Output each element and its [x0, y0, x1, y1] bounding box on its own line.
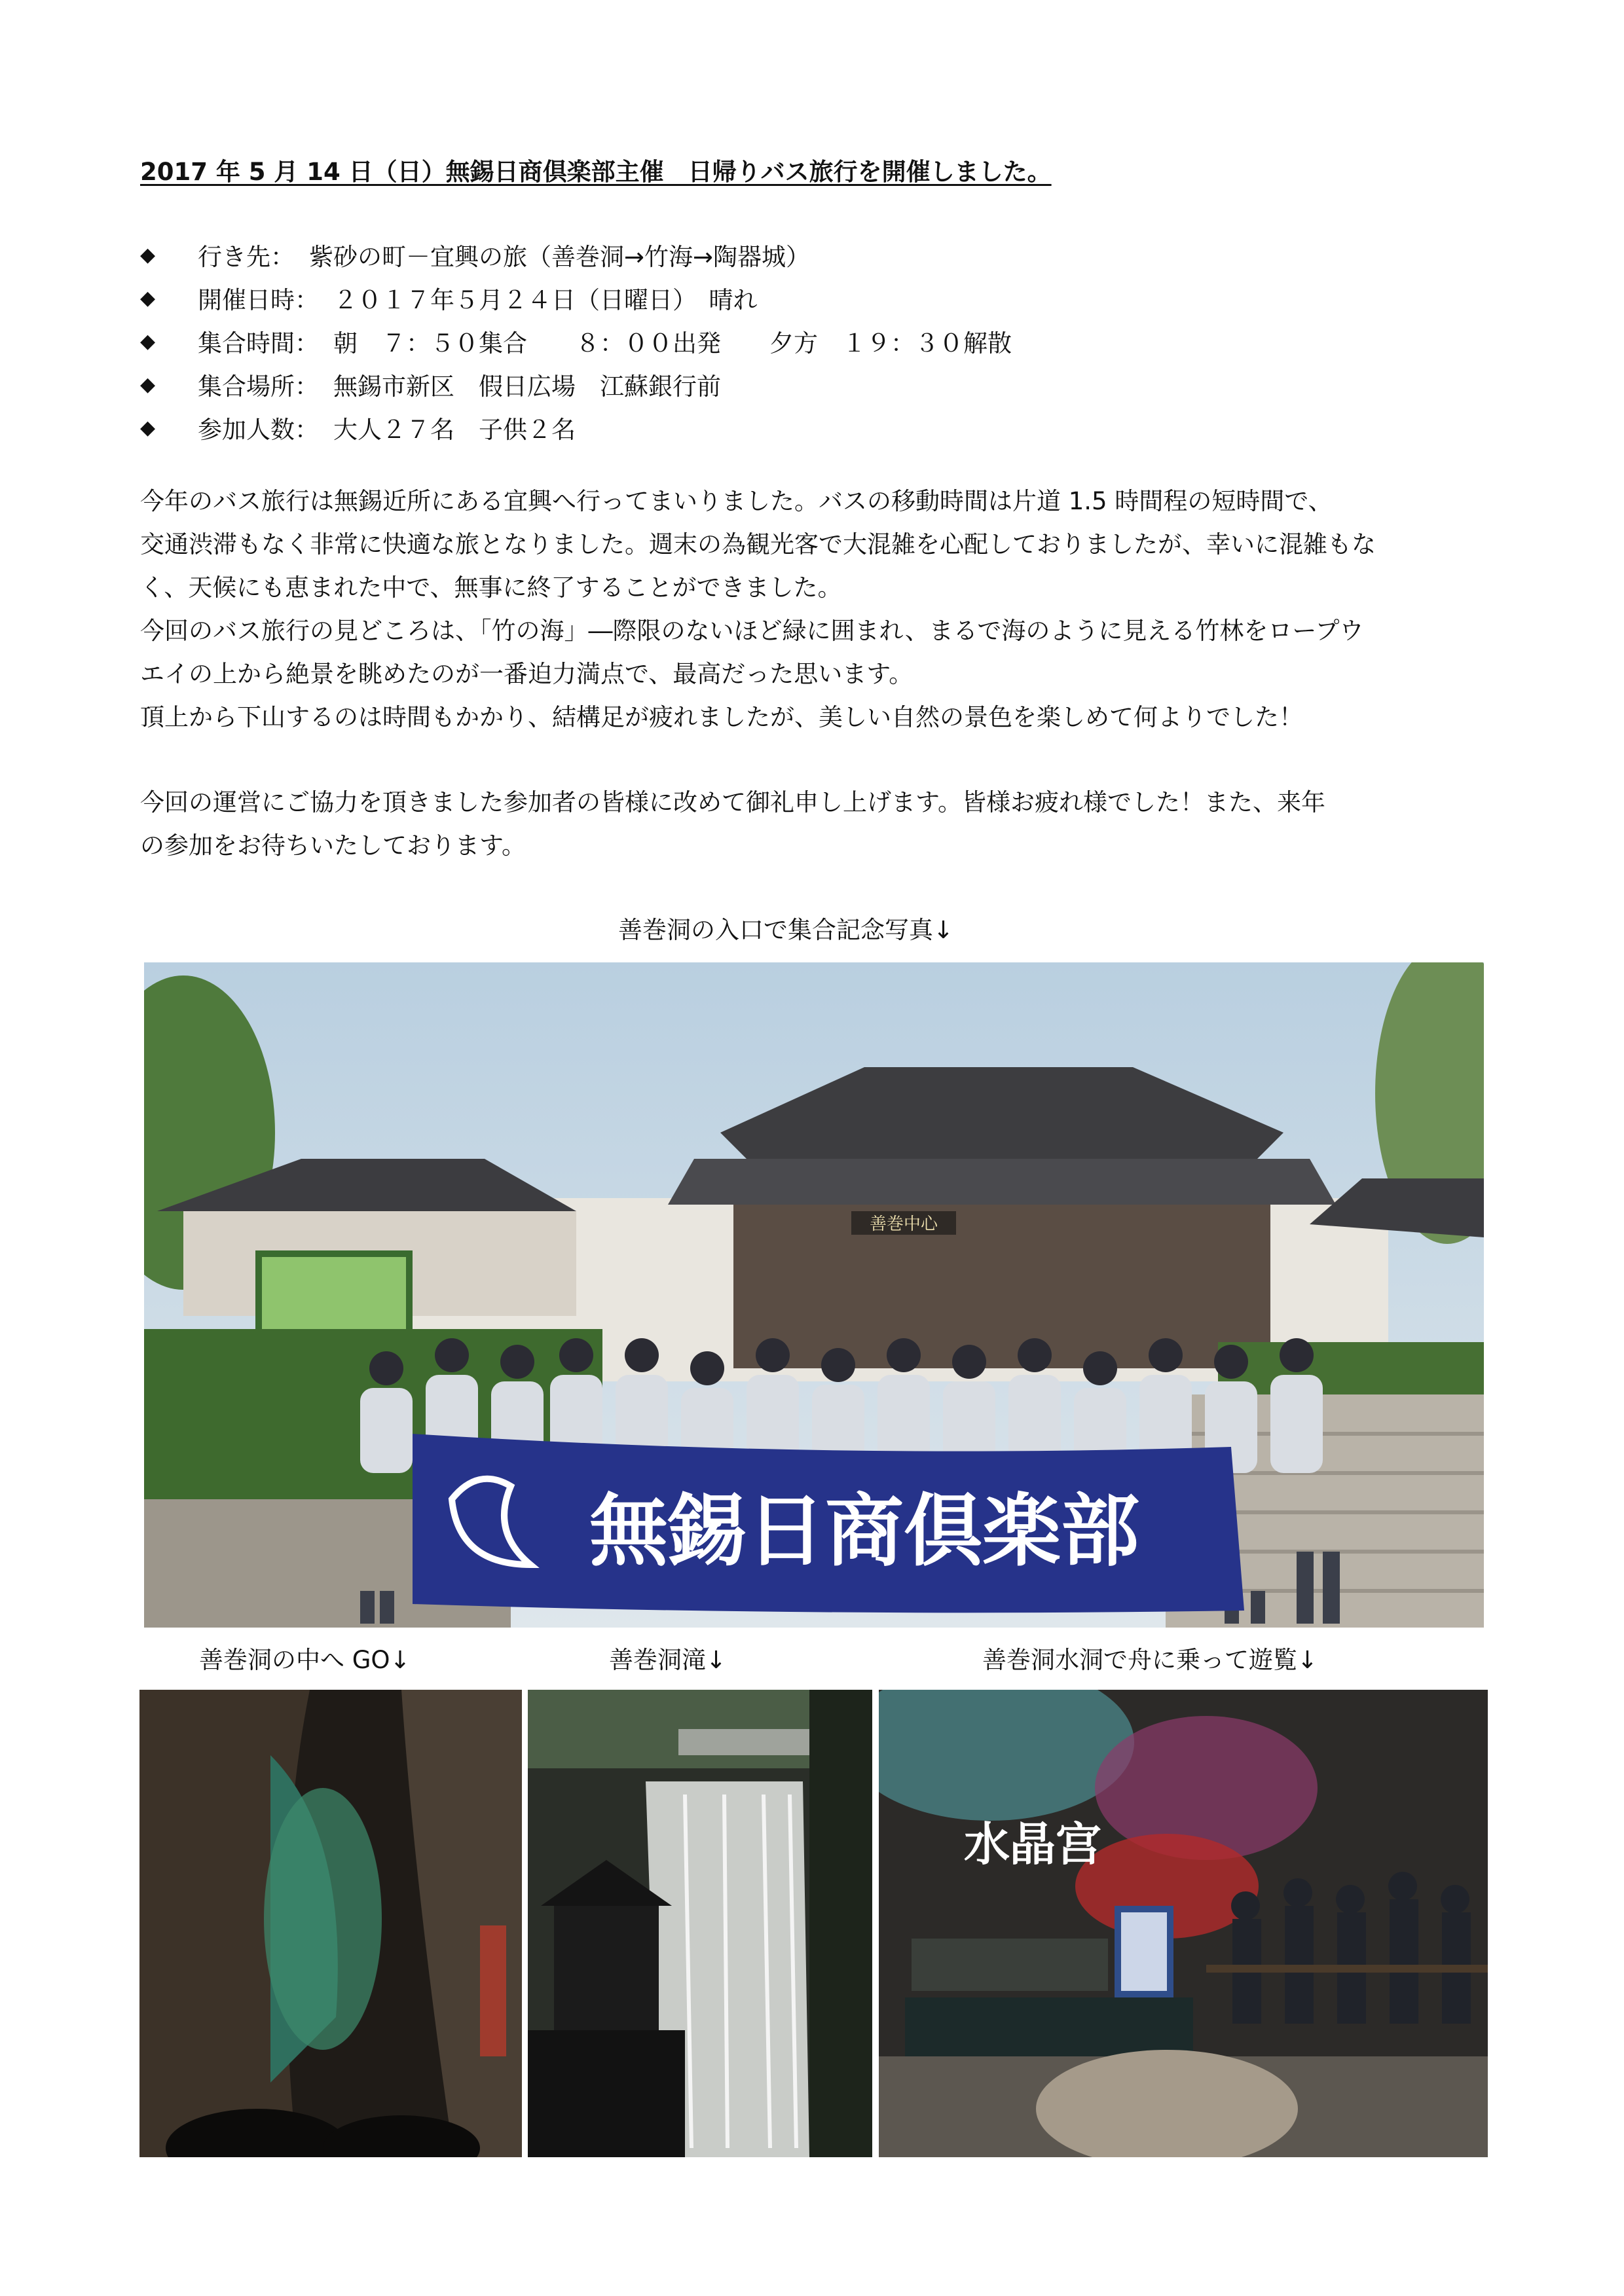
cave-inside-photo [139, 1690, 522, 2157]
cave-inside-image [139, 1690, 522, 2157]
diamond-bullet-icon: ◆ [140, 373, 156, 396]
diamond-bullet-icon: ◆ [140, 243, 156, 266]
boat-cave-image [879, 1690, 1488, 2157]
detail-destination: ◆ 行き先： 紫砂の町－宜興の旅（善巻洞→竹海→陶器城） [140, 243, 811, 271]
diamond-bullet-icon: ◆ [140, 286, 156, 310]
group-photo-image [144, 962, 1484, 1628]
waterfall-photo [528, 1690, 872, 2157]
detail-participants: ◆ 参加人数： 大人２７名 子供２名 [140, 416, 576, 444]
waterfall-image [528, 1690, 872, 2157]
diamond-bullet-icon: ◆ [140, 416, 156, 439]
group-photo-caption: 善巻洞の入口で集合記念写真↓ [618, 916, 954, 944]
building-sign: 善巻中心 [869, 1214, 938, 1234]
boat-caption: 善巻洞水洞で舟に乗って遊覧↓ [982, 1646, 1318, 1674]
group-photo [144, 962, 1484, 1628]
thanks-paragraph: 今回の運営にご協力を頂きました参加者の皆様に改めて御礼申し上げます。皆様お疲れ様でした！また、来年 の参加をお待ちいたしております。 [140, 788, 1326, 860]
report-paragraph: 今年のバス旅行は無錫近所にある宜興へ行ってまいりました。バスの移動時間は片道 1.5 時間程の短時間で、 交通渋滞もなく非常に快適な旅となりました。週末の為観光客で大混雑を心配しておりましたが、幸いに混雑もな く、天候にも恵まれた中で、無事に終了することができました。 今回のバス旅行の見どころは、「竹の海」―際限のないほど緑に囲まれ、まるで海のように見える竹林をロープウ エイの上から絶景を眺めたのが一番迫力満点で、最高だった思います。 頂上から下山するのは時間もかかり、結構足が疲れましたが、美しい自然の景色を楽しめて何よりでした！ [140, 487, 1376, 731]
banner-text: 無錫日商倶楽部 [589, 1486, 1139, 1577]
event-details [140, 233, 1012, 449]
diamond-bullet-icon: ◆ [140, 329, 156, 353]
detail-date: ◆ 開催日時： ２０１７年５月２４日（日曜日） 晴れ [140, 286, 758, 314]
detail-meeting-place: ◆ 集合場所： 無錫市新区 假日広場 江蘇銀行前 [140, 373, 721, 401]
detail-time: ◆ 集合時間： 朝 ７：５０集合 ８：００出発 夕方 １９：３０解散 [140, 329, 1012, 357]
cave-inside-caption: 善巻洞の中へ GO↓ [199, 1646, 411, 1674]
waterfall-caption: 善巻洞滝↓ [609, 1646, 727, 1674]
cave-sign-text: 水晶宫 [964, 1817, 1101, 1871]
boat-cave-photo [879, 1690, 1488, 2157]
page-title: 2017 年 5 月 14 日（日）無錫日商倶楽部主催 日帰りバス旅行を開催しました。 [140, 158, 1052, 186]
